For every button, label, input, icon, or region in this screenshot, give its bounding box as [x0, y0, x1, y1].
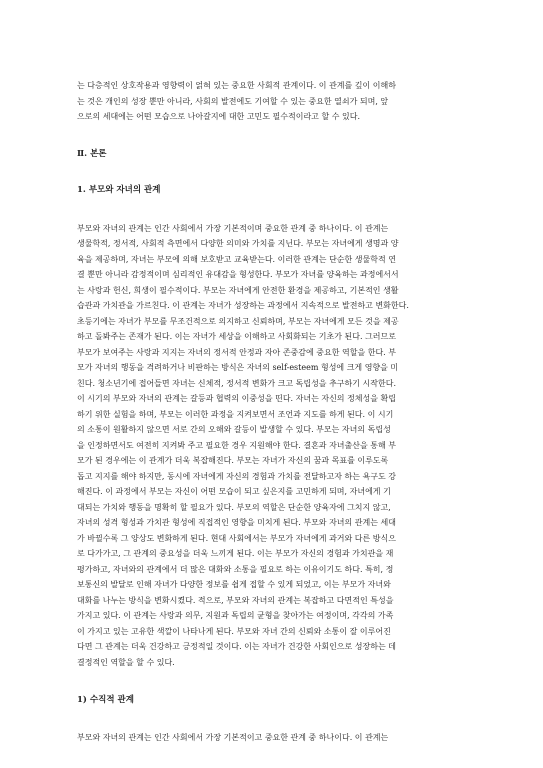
text-line: 로 다가가고, 그 관계의 중요성을 더욱 느끼게 된다. 이는 부모가 자신의 경험과 가치관을 재: [77, 549, 394, 558]
text-line: 가 바뀔수록 그 양상도 변화하게 된다. 현대 사회에서는 부모가 자녀에게 과거와 다른 방식으: [77, 533, 396, 543]
text-line: 보통신의 발달로 인해 자녀가 다양한 정보를 쉽게 접할 수 있게 되었고, 이는 부모가 자녀와: [77, 580, 391, 589]
text-line: 다면 그 관계는 더욱 건강하고 긍정적일 것이다. 이는 자녀가 건강한 사회인으로 성장하는 데: [77, 642, 396, 651]
text-line: 부모가 보여주는 사랑과 지지는 자녀의 정서적 안정과 자아 존중감에 중요한 역할을 한다. 부: [77, 347, 396, 357]
text-line: 는 사랑과 헌신, 희생이 필수적이다. 부모는 자녀에게 안전한 환경을 제공하고, 기본적인 생활: [77, 285, 399, 295]
text-line: 초등기에는 자녀가 부모를 무조건적으로 의지하고 신뢰하며, 부모는 자녀에게 모든 것을 제공: [77, 316, 399, 326]
last-paragraph: [77, 730, 481, 746]
text-line: 하고 돌봐주는 존재가 된다. 이는 자녀가 세상을 이해하고 사회화되는 기초가 된다. 그러므로: [77, 332, 396, 341]
intro-paragraph: [77, 78, 481, 125]
main-paragraph: [77, 221, 481, 671]
section-heading: Ⅱ. 본론: [77, 148, 107, 159]
text-line: 는 것은 개인의 성장 뿐만 아니라, 사회의 발전에도 기여할 수 있는 중요한 열쇠가 되며, 앞: [77, 96, 389, 106]
text-line: 생물학적, 정서적, 사회적 측면에서 다양한 의미와 가치를 지닌다. 부모는 자녀에게 생명과 양: [77, 239, 399, 248]
text-line: 해진다. 이 과정에서 부모는 자신이 어떤 모습이 되고 싶은지를 고민하게 되며, 자녀에게 기: [77, 487, 391, 496]
text-line: 모가 된 경우에는 이 관계가 더욱 복잡해진다. 부모는 자녀가 자신의 꿈과 목표를 이루도록: [77, 456, 389, 465]
text-line: 으로의 세대에는 어떤 모습으로 나아갈지에 대한 고민도 필수적이라고 할 수 있다.: [77, 112, 360, 121]
text-line: 대되는 가치와 행동을 명확히 할 필요가 있다. 부모의 역할은 단순한 양육자에 그치지 않고,: [77, 502, 391, 512]
subsection-heading: 1. 부모와 자녀의 관계: [77, 184, 161, 195]
text-line: 결 뿐만 아니라 감정적이며 심리적인 유대감을 형성한다. 부모가 자녀를 양육하는 과정에서서: [77, 270, 399, 279]
text-line: 자녀의 성격 형성과 가치관 형성에 직접적인 영향을 미치게 된다. 부모와 자녀의 관계는 세대: [77, 518, 396, 527]
text-line: 친다. 청소년기에 접어들면 자녀는 신체적, 정서적 변화가 크고 독립성을 추구하기 시작한다.: [77, 378, 396, 388]
text-line: 평가하고, 자녀와의 관계에서 더 많은 대화와 소통을 필요로 하는 이유이기도 하다. 특히, 정: [77, 564, 394, 574]
text-line: 가지고 있다. 이 관계는 사랑과 의무, 지원과 독립의 균형을 찾아가는 여정이며, 각각의 가족: [77, 611, 394, 620]
text-line: 육을 제공하며, 자녀는 부모에 의해 보호받고 교육받는다. 이러한 관계는 단순한 생물학적 연: [77, 254, 396, 264]
text-line: 모가 자녀의 행동을 격려하거나 비판하는 방식은 자녀의 self-esteem 형성에 크게 영향을 미: [77, 363, 399, 372]
text-line: 돕고 지지를 해야 하지만, 동시에 자녀에게 자신의 경험과 가치를 전달하고자 하는 욕구도 강: [77, 471, 396, 481]
text-line: 는 다층적인 상호작용과 영향력이 얽혀 있는 중요한 사회적 관계이다. 이 관계를 깊이 이해하: [77, 81, 396, 90]
text-line: 이 시기의 부모와 자녀의 관계는 갈등과 협력의 이중성을 띤다. 자녀는 자신의 정체성을 확립: [77, 394, 396, 403]
text-line: 하기 위한 실험을 하며, 부모는 이러한 과정을 지켜보면서 조언과 지도를 하게 된다. 이 시기: [77, 409, 394, 419]
text-line: 결정적인 역할을 할 수 있다.: [77, 657, 175, 667]
text-line: 의 소통이 원활하지 않으면 서로 간의 오해와 갈등이 발생할 수 있다. 부모는 자녀의 독립성: [77, 425, 391, 434]
subsubsection-heading: 1) 수직적 관계: [77, 695, 134, 705]
text-line: 습관과 가치관을 가르친다. 이 관계는 자녀가 성장하는 과정에서 지속적으로 발전하고 변화한다.: [77, 301, 409, 310]
text-line: 을 인정하면서도 여전히 지켜봐 주고 필요한 경우 지원해야 한다. 결혼과 자녀출산을 통해 부: [77, 440, 396, 450]
text-line: 부모와 자녀의 관계는 인간 사회에서 가장 기본적이며 중요한 관계 중 하나이다. 이 관계는: [77, 223, 389, 233]
text-line: 대화를 나누는 방식을 변화시켰다. 적으로, 부모와 자녀의 관계는 복잡하고 다면적인 특성을: [77, 595, 394, 605]
text-line: 이 가지고 있는 고유한 색깔이 나타나게 된다. 부모와 자녀 간의 신뢰와 소통이 잘 이루어진: [77, 626, 391, 636]
text-line: 부모와 자녀의 관계는 인간 사회에서 가장 기본적이고 중요한 관계 중 하나이다. 이 관계는: [77, 733, 389, 742]
